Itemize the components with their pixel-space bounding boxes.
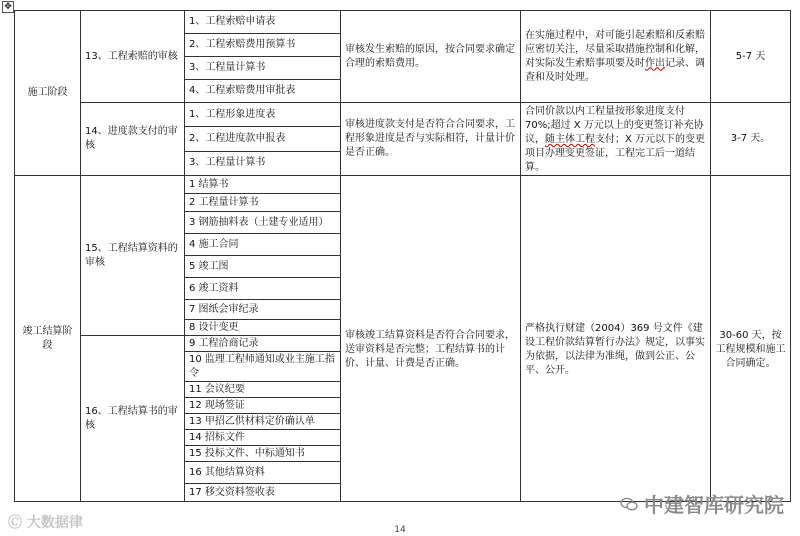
review-requirement-13: 在实施过程中，对可能引起索赔和反索赔应密切关注，尽量采取措施控制和化解，对实际发生索赔事项要及时作出记录、调查和及时处理。 bbox=[521, 11, 711, 103]
doc-item: 6 竣工资料 bbox=[185, 278, 341, 300]
doc-item: 10 监理工程师通知或业主施工指令 bbox=[185, 352, 341, 382]
review-days-14: 3-7 天。 bbox=[711, 103, 791, 176]
review-content-15: 审核竣工结算资料是否符合合同要求，送审资料是否完整；工程结算书的计价、计量、计费是否正确。 bbox=[341, 176, 521, 502]
doc-item: 14 招标文件 bbox=[185, 430, 341, 446]
doc-item: 17 移交资料签收表 bbox=[185, 484, 341, 502]
stage-settlement: 竣工结算阶段 bbox=[15, 176, 81, 502]
review-item-16: 16、工程结算书的审核 bbox=[81, 336, 185, 502]
review-item-15: 15、工程结算资料的审核 bbox=[81, 176, 185, 336]
watermark-right-text: 中建智库研究院 bbox=[644, 493, 784, 517]
review-requirement-15: 严格执行财建（2004）369 号文件《建设工程价款结算暂行办法》规定，以事实为依据，以法律为准绳，做到公正、公平、公开。 bbox=[521, 176, 711, 502]
review-content-14: 审核进度款支付是否符合合同要求，工程形象进度是否与实际相符，计量计价是否正确。 bbox=[341, 103, 521, 176]
review-content-13: 审核发生索赔的原因，按合同要求确定合理的索赔费用。 bbox=[341, 11, 521, 103]
audit-table bbox=[14, 10, 791, 502]
page-number: 14 bbox=[394, 525, 406, 535]
doc-item: 11 会议纪要 bbox=[185, 382, 341, 398]
review-days-15: 30-60 天，按工程规模和施工合同确定。 bbox=[711, 176, 791, 502]
doc-item: 3、工程量计算书 bbox=[185, 57, 341, 80]
doc-item: 2、工程进度款申报表 bbox=[185, 127, 341, 151]
doc-item: 2 工程量计算书 bbox=[185, 194, 341, 212]
stage-construction: 施工阶段 bbox=[15, 11, 81, 176]
doc-item: 4、工程索赔费用审批表 bbox=[185, 80, 341, 103]
wechat-bubble-icon bbox=[620, 497, 638, 511]
doc-item: 13 甲招乙供材料定价确认单 bbox=[185, 414, 341, 430]
doc-item: 16 其他结算资料 bbox=[185, 462, 341, 484]
doc-item: 3 钢筋抽料表（土建专业适用） bbox=[185, 212, 341, 234]
doc-item: 7 图纸会审纪录 bbox=[185, 300, 341, 320]
doc-item: 2、工程索赔费用预算书 bbox=[185, 34, 341, 57]
doc-item: 4 施工合同 bbox=[185, 234, 341, 256]
table-move-handle-icon[interactable]: ✥ bbox=[2, 1, 14, 13]
doc-item: 1、工程索赔申请表 bbox=[185, 11, 341, 34]
review-item-13: 13、工程索赔的审核 bbox=[81, 11, 185, 103]
doc-item: 15 投标文件、中标通知书 bbox=[185, 446, 341, 462]
watermark-left: 🄫 大数据律 bbox=[8, 515, 83, 531]
doc-item: 12 现场签证 bbox=[185, 398, 341, 414]
doc-item: 3、工程量计算书 bbox=[185, 151, 341, 175]
watermark-right bbox=[620, 489, 784, 518]
doc-item: 1 结算书 bbox=[185, 176, 341, 194]
doc-item: 9 工程洽商记录 bbox=[185, 336, 341, 352]
review-item-14: 14、进度款支付的审核 bbox=[81, 103, 185, 176]
review-days-13: 5-7 天 bbox=[711, 11, 791, 103]
review-requirement-14: 合同价款以内工程量按形象进度支付 70%;超过 X 万元以上的变更签订补充协议，随主体工程支付；X 万元以下的变更项目办理变更签证，工程完工后一道结算。 bbox=[521, 103, 711, 176]
doc-item: 8 设计变更 bbox=[185, 320, 341, 336]
doc-item: 1、工程形象进度表 bbox=[185, 103, 341, 127]
doc-item: 5 竣工图 bbox=[185, 256, 341, 278]
